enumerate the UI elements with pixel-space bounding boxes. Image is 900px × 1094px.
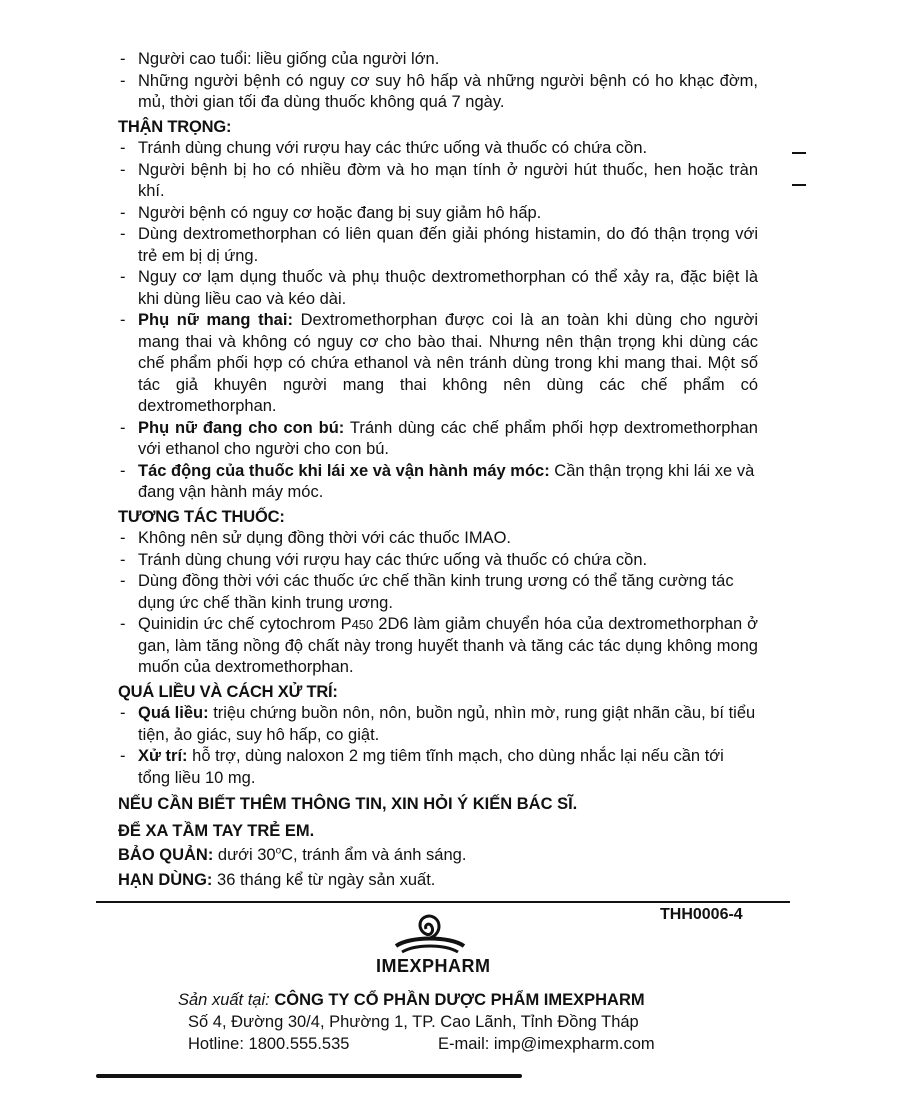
storage-line — [118, 845, 758, 867]
driving-text: Cần thận trọng khi lái xe và đang vận hành máy móc. — [138, 461, 755, 501]
storage-label: BẢO QUẢN: — [118, 846, 214, 864]
list-item: - Những người bệnh có nguy cơ suy hô hấp và những người bệnh có ho khạc đờm, mủ, thời gian tối đa dùng thuốc không quá 7 ngày. — [120, 71, 758, 111]
overdose-treatment-item: - Xử trí: hỗ trợ, dùng naloxon 2 mg tiêm tĩnh mạch, cho dùng nhắc lại nếu cần tới tổng liều 10 mg. — [120, 747, 724, 787]
leaflet-body — [118, 49, 758, 891]
list-item-text: Tránh dùng chung với rượu hay các thức uống và thuốc có chứa cồn. — [138, 139, 648, 157]
overdose-symptoms-text: triệu chứng buồn nôn, nôn, buồn ngủ, nhìn mờ, rung giật nhãn cầu, bí tiểu tiện, ảo giác, suy hô hấp, co giật. — [138, 704, 756, 744]
breastfeeding-label: Phụ nữ đang cho con bú: — [138, 418, 345, 437]
list-item-text: Không nên sử dụng đồng thời với các thuốc IMAO. — [138, 529, 511, 547]
quinidine-text-end: 2D6 làm giảm chuyển hóa của dextromethorphan ở gan, làm tăng nồng độ chất này trong huyết thanh và tăng các tác dụng không mong muốn của dextromethorphan. — [138, 615, 758, 676]
storage-text-start: dưới 30 — [217, 846, 276, 864]
margin-mark — [792, 184, 806, 186]
bottom-rule — [96, 1074, 522, 1078]
margin-mark — [792, 152, 806, 154]
expiry-line — [118, 870, 758, 892]
list-item: - Người cao tuổi: liều giống của người lớn. — [120, 50, 440, 68]
keep-away-notice: ĐỂ XA TẦM TAY TRẺ EM. — [118, 821, 315, 840]
quinidine-text-start: Quinidin ức chế cytochrom — [138, 615, 341, 633]
list-item: - Nguy cơ lạm dụng thuốc và phụ thuộc dextromethorphan có thể xảy ra, đặc biệt là khi dùng liều cao và kéo dài. — [120, 268, 758, 308]
manufacturer-line — [178, 989, 738, 1011]
expiry-text: 36 tháng kể từ ngày sản xuất. — [217, 870, 436, 889]
company-address: Số 4, Đường 30/4, Phường 1, TP. Cao Lãnh, Tỉnh Đồng Tháp — [188, 1013, 639, 1031]
email: E-mail: imp@imexpharm.com — [438, 1035, 655, 1053]
overdose-heading: QUÁ LIỀU VÀ CÁCH XỬ TRÍ: — [118, 682, 338, 701]
company-name: CÔNG TY CỔ PHẦN DƯỢC PHẨM IMEXPHARM — [274, 991, 645, 1009]
list-item-text: Dùng đồng thời với các thuốc ức chế thần kinh trung ương có thể tăng cường tác dụng ức chế thần kinh trung ương. — [138, 572, 734, 612]
driving-label: Tác động của thuốc khi lái xe và vận hành máy móc: — [138, 461, 550, 480]
interactions-heading: TƯƠNG TÁC THUỐC: — [118, 507, 285, 526]
breastfeeding-item: - Phụ nữ đang cho con bú: Tránh dùng các chế phẩm phối hợp dextromethorphan với ethanol cho người cho con bú. — [120, 418, 758, 458]
pregnancy-item: - Phụ nữ mang thai: Dextromethorphan được coi là an toàn khi dùng cho người mang thai và không có nguy cơ cho bào thai. Nhưng nên thận trọng khi dùng các chế phẩm phối hợp có chứa ethanol và nên tránh dùng trong khi mang thai. Một số tác giả khuyên người mang thai không nên dùng các chế phẩm có dextromethorphan. — [120, 311, 758, 415]
manufacturer-block — [178, 989, 738, 1055]
quinidine-450: 450 — [351, 617, 374, 632]
document-code: THH0006-4 — [660, 906, 743, 923]
expiry-label: HẠN DÙNG: — [118, 870, 213, 889]
list-item-text: Người bệnh có nguy cơ hoặc đang bị suy giảm hô hấp. — [138, 203, 542, 222]
breastfeeding-text: Tránh dùng các chế phẩm phối hợp dextromethorphan với ethanol cho người cho con bú. — [138, 418, 758, 458]
overdose-symptoms-item: - Quá liều: triệu chứng buồn nôn, nôn, buồn ngủ, nhìn mờ, rung giật nhãn cầu, bí tiểu tiện, ảo giác, suy hô hấp, co giật. — [120, 704, 756, 744]
storage-text-end: C, tránh ẩm và ánh sáng. — [281, 846, 467, 864]
imexpharm-logo-icon — [390, 912, 470, 958]
footer-divider — [96, 901, 790, 903]
overdose-treatment-label: Xử trí: — [138, 747, 188, 765]
hotline: Hotline: 1800.555.535 — [188, 1035, 350, 1053]
pregnancy-text: Dextromethorphan được coi là an toàn khi dùng cho người mang thai và không có nguy cơ cho bào thai. Nhưng nên thận trọng khi dùng các chế phẩm phối hợp có chứa ethanol và nên tránh dùng trong khi mang thai. Một số tác giả khuyên người mang thai không nên dùng các chế phẩm có dextromethorphan. — [138, 311, 758, 415]
list-item: - Tránh dùng chung với rượu hay các thức uống và thuốc có chứa cồn. — [120, 139, 648, 157]
contact-row — [178, 1033, 738, 1055]
degree-mark: o — [275, 845, 282, 857]
quinidine-item: - Quinidin ức chế cytochrom P450 2D6 làm giảm chuyển hóa của dextromethorphan ở gan, làm tăng nồng độ chất này trong huyết thanh và tăng các tác dụng không mong muốn của dextromethorphan. — [120, 615, 758, 676]
list-item: - Không nên sử dụng đồng thời với các thuốc IMAO. — [120, 529, 511, 547]
list-item-text: Người bệnh bị ho có nhiều đờm và ho mạn tính ở người hút thuốc, hen hoặc tràn khí. — [138, 160, 758, 200]
overdose-treatment-text: hỗ trợ, dùng naloxon 2 mg tiêm tĩnh mạch, cho dùng nhắc lại nếu cần tới tổng liều 10 mg. — [138, 747, 724, 787]
list-item-text: Người cao tuổi: liều giống của người lớn. — [138, 50, 440, 68]
list-item-text: Tránh dùng chung với rượu hay các thức uống và thuốc có chứa cồn. — [138, 550, 648, 569]
overdose-symptoms-label: Quá liều: — [138, 704, 209, 722]
driving-item: - Tác động của thuốc khi lái xe và vận hành máy móc: Cần thận trọng khi lái xe và đang vận hành máy móc. — [120, 461, 755, 501]
precautions-heading: THẬN TRỌNG: — [118, 117, 232, 136]
list-item-text: Nguy cơ lạm dụng thuốc và phụ thuộc dextromethorphan có thể xảy ra, đặc biệt là khi dùng liều cao và kéo dài. — [138, 268, 758, 308]
pregnancy-label: Phụ nữ mang thai: — [138, 311, 293, 329]
list-item: - Dùng đồng thời với các thuốc ức chế thần kinh trung ương có thể tăng cường tác dụng ức chế thần kinh trung ương. — [120, 572, 734, 612]
quinidine-p: P — [340, 615, 352, 633]
list-item-text: Dùng dextromethorphan có liên quan đến giải phóng histamin, do đó thận trọng với trẻ em bị dị ứng. — [138, 225, 758, 265]
list-item: - Người bệnh có nguy cơ hoặc đang bị suy giảm hô hấp. — [120, 203, 542, 222]
made-in-label: Sản xuất tại: — [178, 991, 270, 1009]
brand-logo-text: IMEXPHARM — [376, 956, 491, 976]
list-item-text: Những người bệnh có nguy cơ suy hô hấp và những người bệnh có ho khạc đờm, mủ, thời gian tối đa dùng thuốc không quá 7 ngày. — [138, 71, 758, 111]
list-item: - Dùng dextromethorphan có liên quan đến giải phóng histamin, do đó thận trọng với trẻ em bị dị ứng. — [120, 225, 758, 265]
ask-doctor-notice: NẾU CẦN BIẾT THÊM THÔNG TIN, XIN HỎI Ý KIẾN BÁC SĨ. — [118, 795, 578, 813]
list-item: - Tránh dùng chung với rượu hay các thức uống và thuốc có chứa cồn. — [120, 550, 648, 569]
list-item: - Người bệnh bị ho có nhiều đờm và ho mạn tính ở người hút thuốc, hen hoặc tràn khí. — [120, 160, 758, 200]
